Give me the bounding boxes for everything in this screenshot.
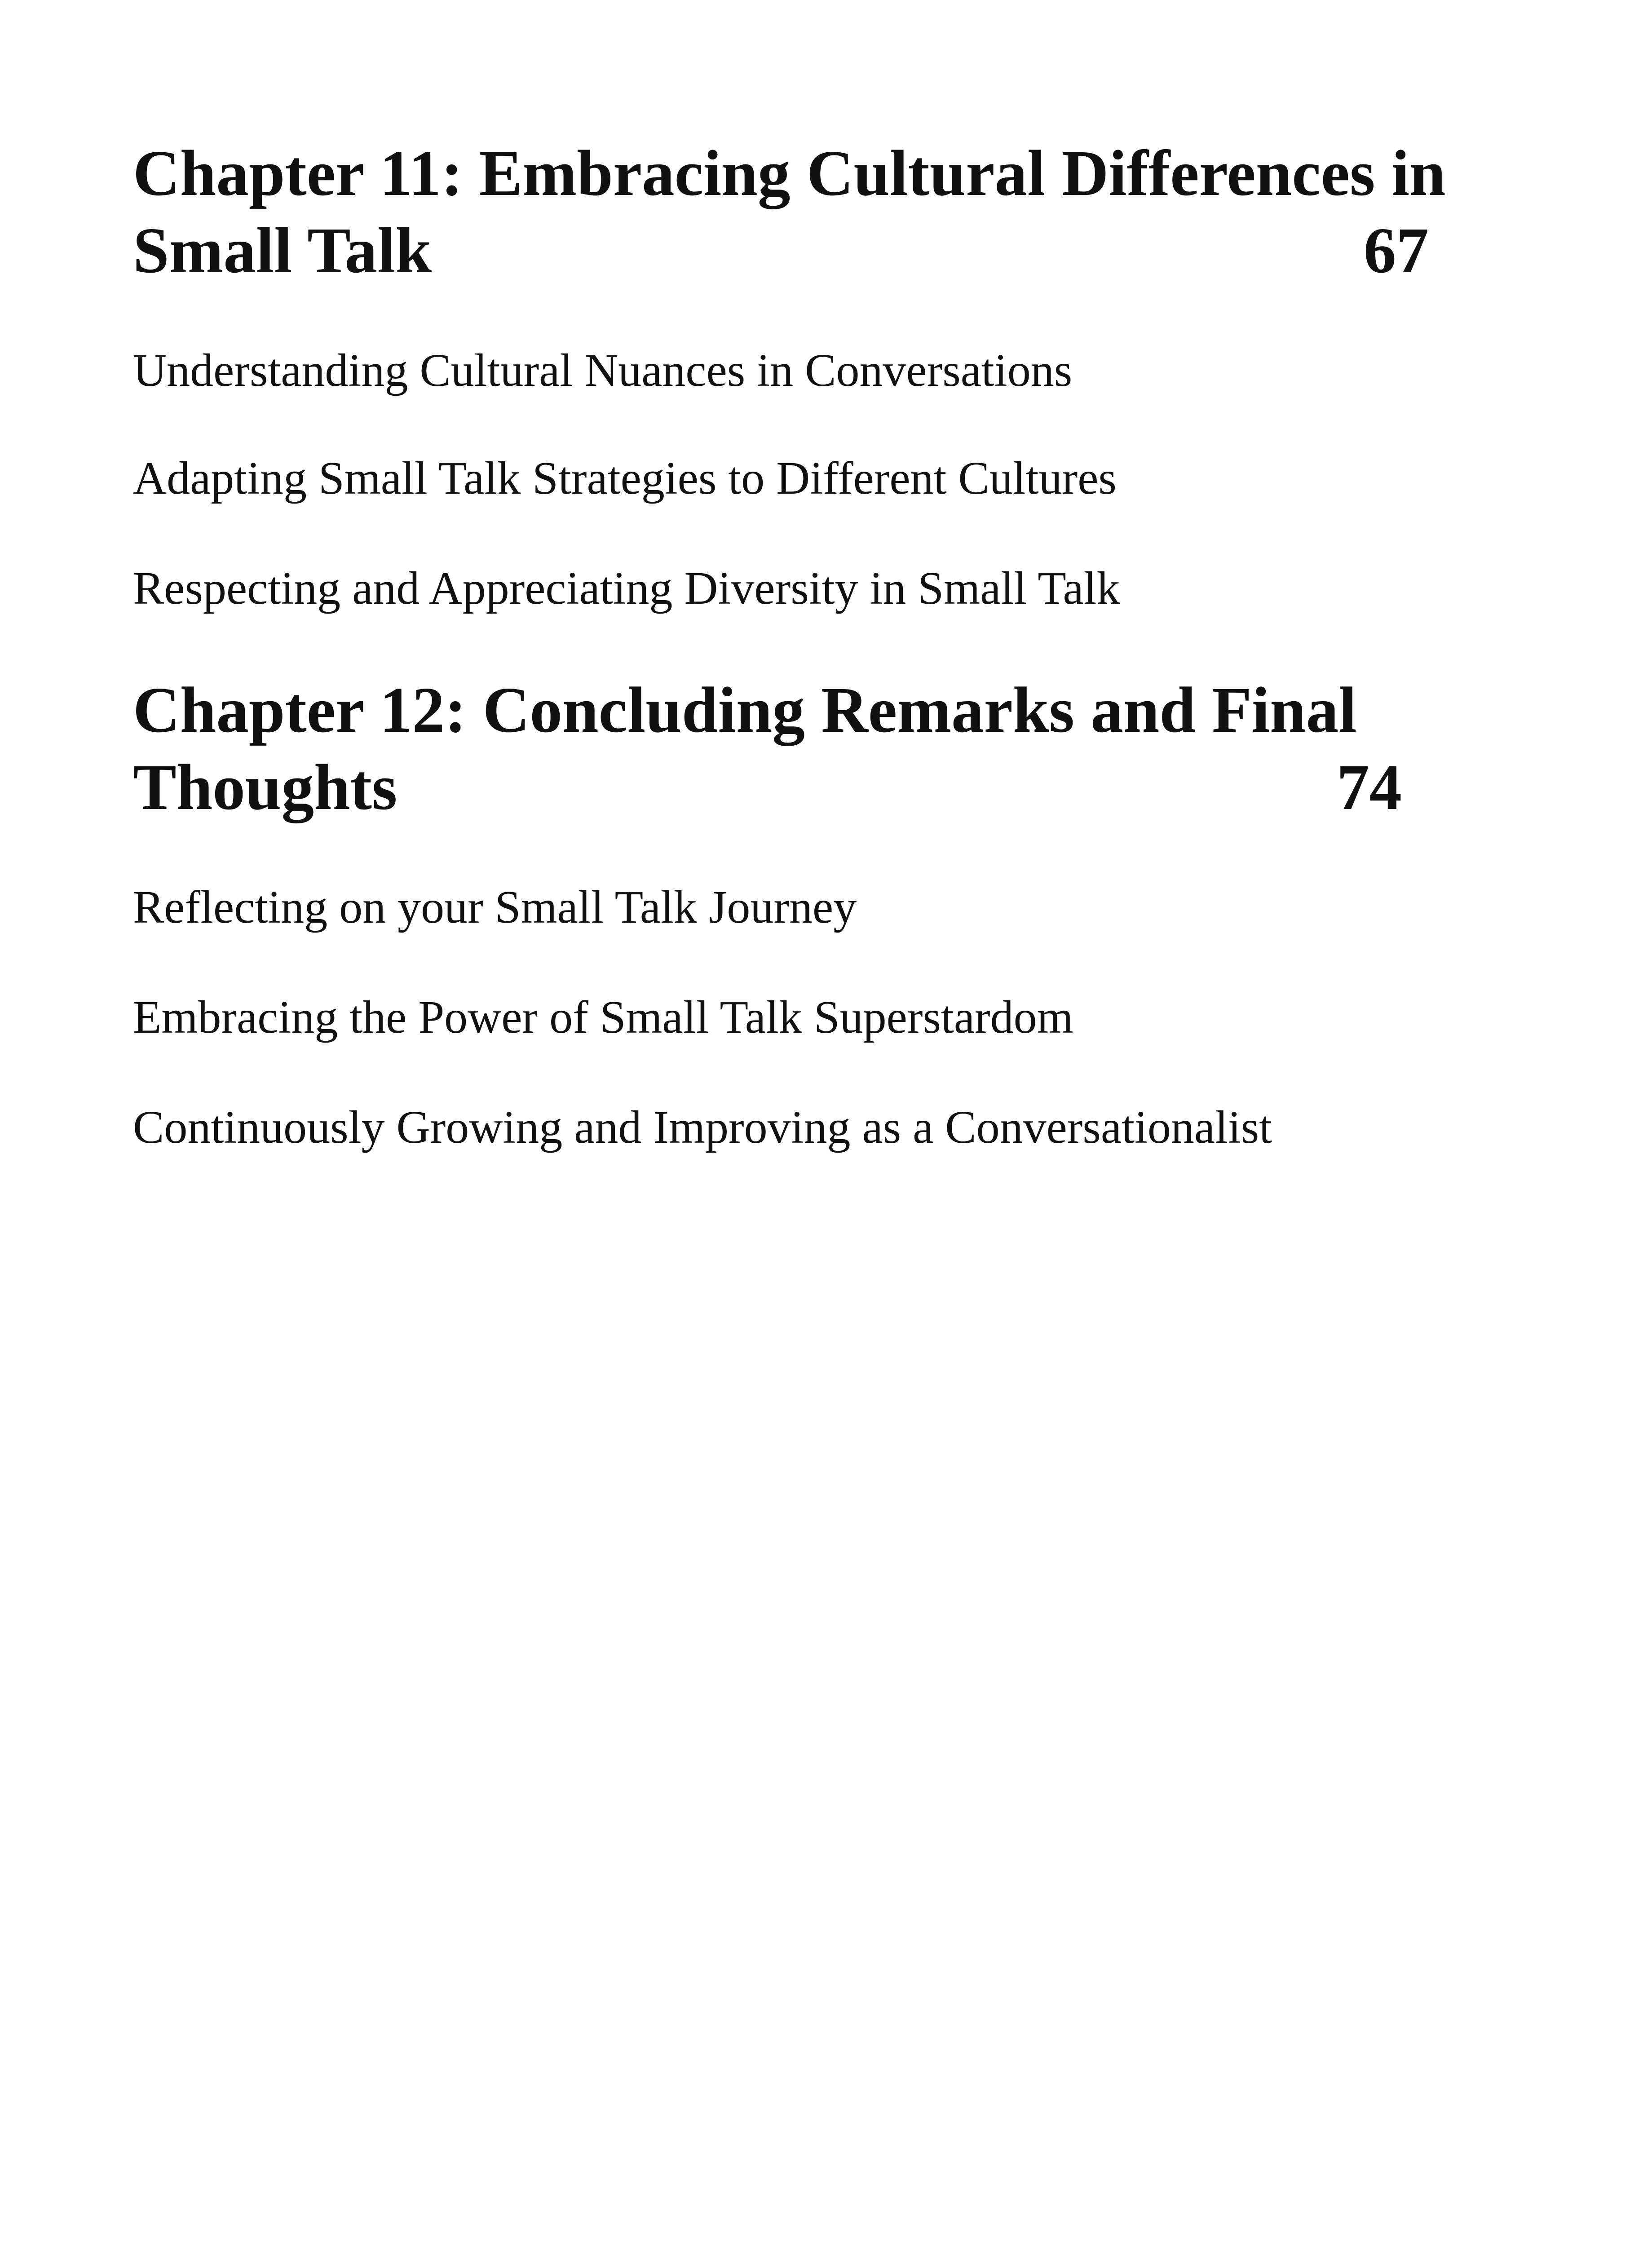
toc-entry: Understanding Cultural Nuances in Conversations [133,345,1073,396]
chapter-title-line-2 [133,749,1525,826]
chapter-heading [133,135,1525,289]
chapter-heading [133,672,1525,826]
toc-entry: Adapting Small Talk Strategies to Different Cultures [133,452,1117,504]
toc-entry: Continuously Growing and Improving as a Conversationalist [133,1101,1272,1153]
chapter-title-line-1: Chapter 12: Concluding Remarks and Final [133,674,1357,746]
toc-entry: Embracing the Power of Small Talk Superstardom [133,991,1073,1043]
toc-entry: Reflecting on your Small Talk Journey [133,881,857,933]
chapter-title-text: Small Talk [133,215,432,287]
chapter-title-line-1: Chapter 11: Embracing Cultural Differences in [133,137,1446,209]
chapter-page-number: 74 [1337,752,1402,823]
chapter-page-number: 67 [1364,215,1429,287]
chapter-title-text: Thoughts [133,752,398,823]
chapter-title-line-2 [133,212,1525,289]
toc-entry: Respecting and Appreciating Diversity in Small Talk [133,562,1120,614]
